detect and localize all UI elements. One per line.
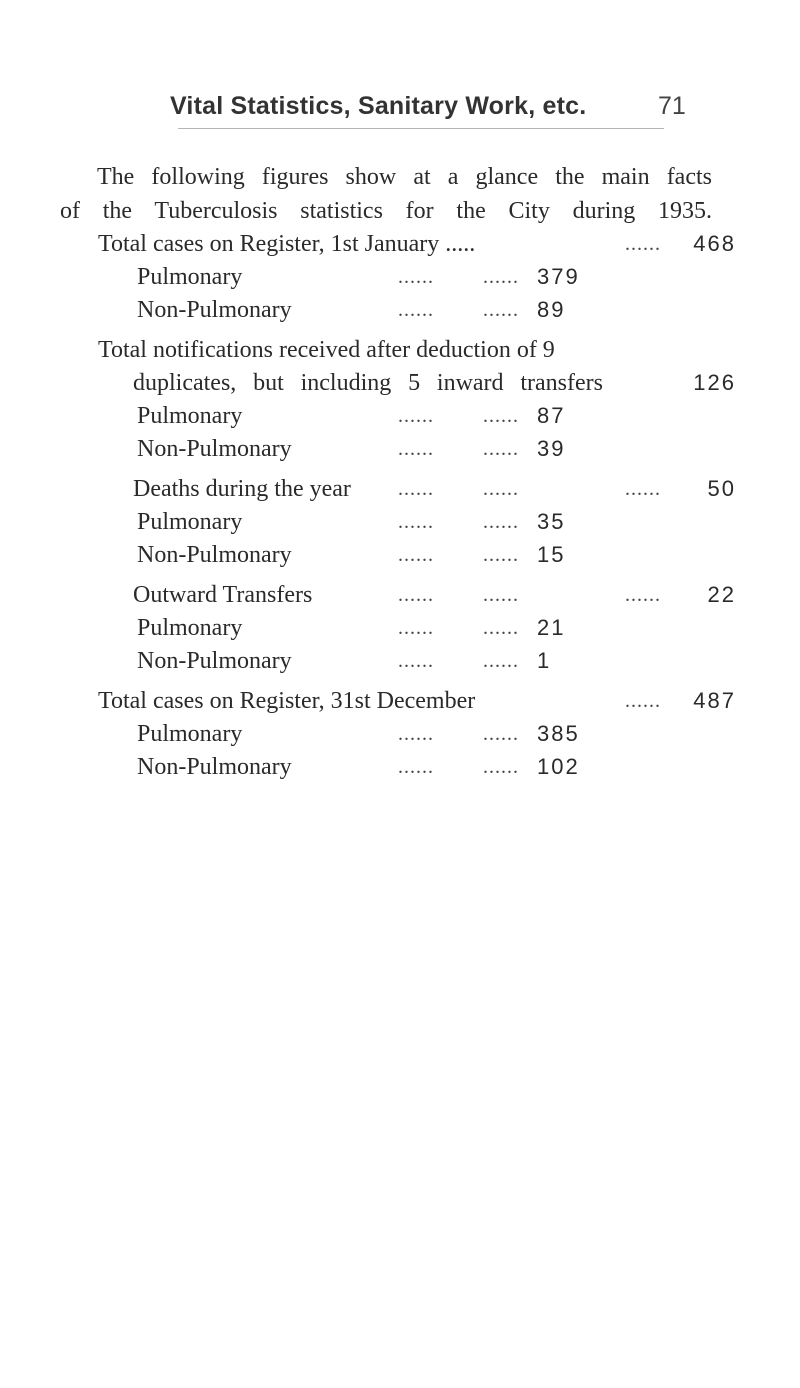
outward-non-pulmonary: 1 xyxy=(537,648,552,673)
leader-dots: ...... xyxy=(398,511,434,533)
notifications-non-pulmonary-label: Non-Pulmonary xyxy=(137,436,292,462)
page-number: 71 xyxy=(658,92,686,120)
outward-label: Outward Transfers xyxy=(133,582,313,608)
register-dec-non-pulmonary-label: Non-Pulmonary xyxy=(137,754,292,780)
leader-dots: ...... xyxy=(483,299,519,321)
deaths-non-pulmonary-label: Non-Pulmonary xyxy=(137,542,292,568)
notifications-total: 126 xyxy=(693,370,736,395)
leader-dots: ...... xyxy=(398,405,434,427)
register-dec-total: 487 xyxy=(693,688,736,713)
leader-dots: ...... xyxy=(398,723,434,745)
notifications-non-pulmonary: 39 xyxy=(537,436,566,461)
register-jan-total: 468 xyxy=(693,231,736,256)
register-dec-pulmonary: 385 xyxy=(537,721,580,746)
leader-dots: ...... xyxy=(398,756,434,778)
header-rule xyxy=(178,128,664,129)
leader-dots: ...... xyxy=(398,438,434,460)
register-dec-label: Total cases on Register, 31st December xyxy=(98,688,476,714)
leader-dots: ...... xyxy=(483,723,519,745)
deaths-non-pulmonary: 15 xyxy=(537,542,566,567)
leader-dots: ...... xyxy=(483,756,519,778)
leader-dots: ...... xyxy=(398,584,434,606)
outward-pulmonary: 21 xyxy=(537,615,566,640)
leader-dots: ...... xyxy=(483,617,519,639)
deaths-pulmonary: 35 xyxy=(537,509,566,534)
register-dec-non-pulmonary: 102 xyxy=(537,754,580,779)
intro-line: of the Tuberculosis statistics for the City during 1935. xyxy=(60,198,712,224)
running-title: Vital Statistics, Sanitary Work, etc. xyxy=(170,92,587,120)
notifications-label-line1: Total notifications received after deduction of 9 xyxy=(98,337,555,363)
leader-dots: ...... xyxy=(398,617,434,639)
leader-dots: ...... xyxy=(483,511,519,533)
register-jan-non-pulmonary: 89 xyxy=(537,297,566,322)
outward-non-pulmonary-label: Non-Pulmonary xyxy=(137,648,292,674)
leader-dots: ...... xyxy=(398,650,434,672)
leader-dots: ...... xyxy=(483,544,519,566)
register-jan-label: Total cases on Register, 1st January ..... xyxy=(98,231,476,257)
outward-total: 22 xyxy=(707,582,736,607)
leader-dots: ...... xyxy=(483,478,519,500)
intro-line: The following figures show at a glance the main facts xyxy=(97,164,712,190)
notifications-pulmonary: 87 xyxy=(537,403,566,428)
leader-dots: ...... xyxy=(625,478,661,500)
notifications-label-line2: duplicates, but including 5 inward transfers xyxy=(133,370,603,396)
leader-dots: ...... xyxy=(398,478,434,500)
leader-dots: ...... xyxy=(625,690,661,712)
deaths-label: Deaths during the year xyxy=(133,476,351,502)
leader-dots: ...... xyxy=(398,266,434,288)
register-jan-pulmonary-label: Pulmonary xyxy=(137,264,243,290)
leader-dots: ...... xyxy=(625,233,661,255)
register-jan-non-pulmonary-label: Non-Pulmonary xyxy=(137,297,292,323)
intro-paragraph xyxy=(60,160,712,228)
leader-dots: ...... xyxy=(398,544,434,566)
leader-dots: ...... xyxy=(625,584,661,606)
notifications-pulmonary-label: Pulmonary xyxy=(137,403,243,429)
leader-dots: ...... xyxy=(483,266,519,288)
outward-pulmonary-label: Pulmonary xyxy=(137,615,243,641)
deaths-total: 50 xyxy=(707,476,736,501)
register-dec-pulmonary-label: Pulmonary xyxy=(137,721,243,747)
leader-dots: ...... xyxy=(483,438,519,460)
page-header xyxy=(0,92,800,132)
register-jan-pulmonary: 379 xyxy=(537,264,580,289)
deaths-pulmonary-label: Pulmonary xyxy=(137,509,243,535)
leader-dots: ...... xyxy=(483,650,519,672)
leader-dots: ...... xyxy=(483,405,519,427)
leader-dots: ...... xyxy=(483,584,519,606)
leader-dots: ...... xyxy=(398,299,434,321)
